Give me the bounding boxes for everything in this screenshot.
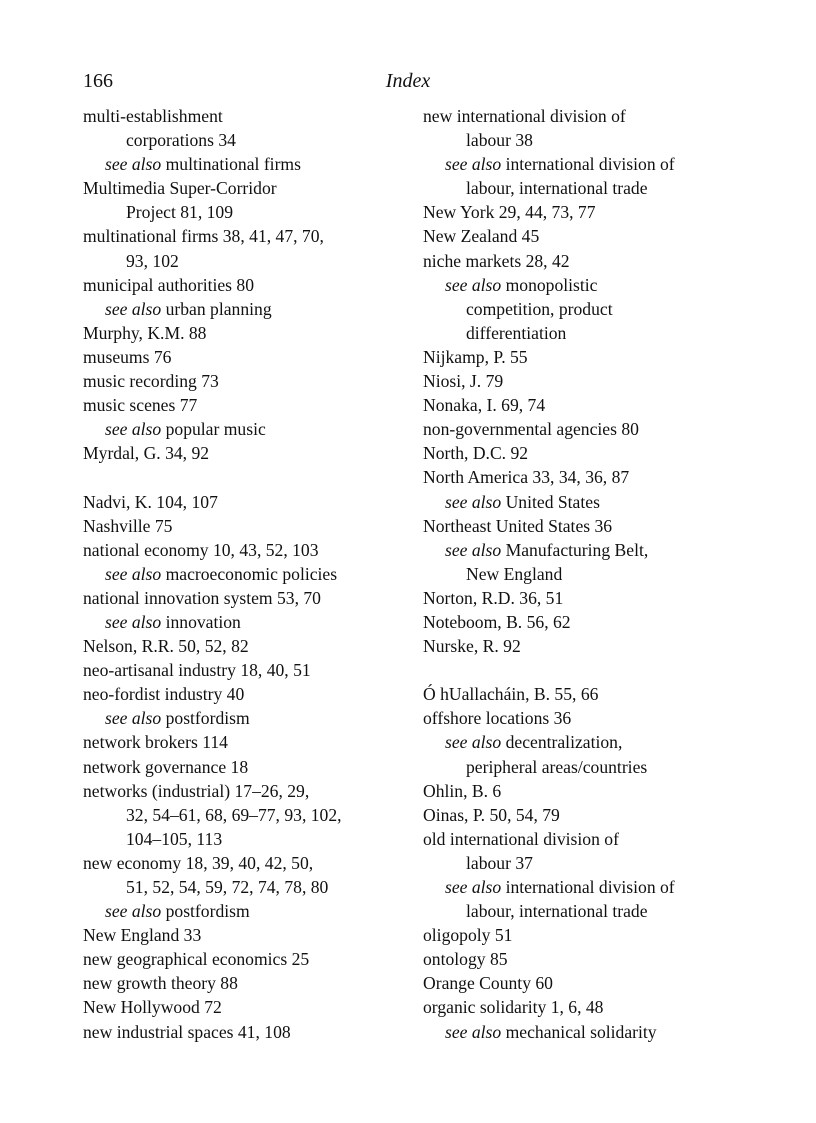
index-entry — [83, 393, 413, 417]
index-entry — [83, 851, 413, 899]
see-also-entry — [423, 730, 743, 778]
index-entry — [83, 369, 413, 393]
see-also-target: monopolistic — [501, 274, 598, 295]
index-entry — [83, 730, 413, 754]
entry-line: network brokers 114 — [83, 732, 228, 753]
index-entry — [423, 441, 743, 465]
index-entry — [83, 321, 413, 345]
entry-line: networks (industrial) 17–26, 29, — [83, 780, 310, 801]
see-also-target: international division of — [501, 154, 675, 175]
index-entry — [83, 682, 413, 706]
entry-line: Nurske, R. 92 — [423, 636, 521, 657]
see-also-label: see also — [105, 154, 162, 175]
entry-line — [105, 562, 413, 586]
entry-line: new international division of — [423, 106, 626, 126]
index-entry — [423, 465, 743, 489]
see-also-entry — [83, 899, 413, 923]
index-entry — [423, 971, 743, 995]
see-also-label: see also — [445, 154, 502, 175]
entry-line: Ohlin, B. 6 — [423, 780, 502, 801]
entry-line — [105, 152, 413, 176]
entry-line: national economy 10, 43, 52, 103 — [83, 539, 319, 560]
page-header — [83, 70, 733, 96]
see-also-label: see also — [105, 901, 162, 922]
entry-continuation-line: 51, 52, 54, 59, 72, 74, 78, 80 — [126, 877, 329, 897]
entry-line: old international division of — [423, 828, 619, 849]
index-column-left — [83, 104, 413, 1044]
index-entry — [423, 369, 743, 393]
see-also-target: innovation — [161, 611, 241, 632]
index-entry — [423, 706, 743, 730]
index-entry — [83, 345, 413, 369]
index-entry — [83, 658, 413, 682]
entry-line: Nijkamp, P. 55 — [423, 346, 528, 367]
index-entry — [83, 995, 413, 1019]
entry-line — [445, 538, 743, 562]
entry-line: Norton, R.D. 36, 51 — [423, 587, 564, 608]
entry-line: offshore locations 36 — [423, 708, 572, 729]
index-entry — [83, 779, 413, 851]
index-entry — [83, 224, 413, 272]
entry-continuation-line: labour 38 — [466, 130, 533, 151]
entry-line: music scenes 77 — [83, 395, 198, 416]
entry-line: oligopoly 51 — [423, 925, 513, 946]
see-also-label: see also — [445, 732, 502, 753]
see-also-entry — [83, 562, 413, 586]
entry-line: new growth theory 88 — [83, 973, 238, 994]
entry-continuation-line: differentiation — [466, 322, 567, 343]
see-also-entry — [83, 706, 413, 730]
entry-line: New Hollywood 72 — [83, 997, 222, 1018]
entry-line — [445, 273, 743, 297]
index-entry — [83, 273, 413, 297]
entry-line — [105, 899, 413, 923]
index-entry — [83, 441, 413, 465]
entry-line: Niosi, J. 79 — [423, 371, 504, 392]
entry-continuation-line: 32, 54–61, 68, 69–77, 93, 102, — [126, 804, 342, 825]
index-column-right — [423, 104, 743, 1044]
see-also-label: see also — [445, 539, 502, 560]
entry-line: national innovation system 53, 70 — [83, 587, 321, 608]
entry-line — [105, 610, 413, 634]
entry-line: ontology 85 — [423, 949, 508, 970]
see-also-label: see also — [105, 708, 162, 729]
see-also-label: see also — [445, 274, 502, 295]
index-entry — [83, 971, 413, 995]
entry-line: network governance 18 — [83, 756, 249, 777]
see-also-label: see also — [105, 563, 162, 584]
see-also-entry — [423, 490, 743, 514]
see-also-target: postfordism — [161, 901, 250, 922]
entry-line: Oinas, P. 50, 54, 79 — [423, 804, 560, 825]
entry-continuation-line: peripheral areas/countries — [466, 756, 648, 777]
see-also-entry — [83, 417, 413, 441]
entry-line: niche markets 28, 42 — [423, 250, 570, 271]
index-entry — [423, 586, 743, 610]
index-entry — [423, 104, 743, 152]
index-entry — [423, 345, 743, 369]
index-entry — [83, 586, 413, 610]
entry-line: New York 29, 44, 73, 77 — [423, 202, 596, 223]
entry-line: neo-artisanal industry 18, 40, 51 — [83, 660, 311, 681]
entry-continuation-line: New England — [466, 563, 563, 584]
entry-line: New Zealand 45 — [423, 226, 540, 247]
see-also-label: see also — [105, 611, 162, 632]
letter-section-gap — [423, 658, 743, 682]
index-entry — [423, 634, 743, 658]
entry-continuation-line: competition, product — [466, 298, 613, 319]
index-entry — [83, 538, 413, 562]
index-entry — [83, 490, 413, 514]
index-entry — [423, 827, 743, 875]
see-also-label: see also — [105, 419, 162, 440]
entry-line: Nashville 75 — [83, 515, 173, 536]
see-also-entry — [83, 152, 413, 176]
entry-line: multinational firms 38, 41, 47, 70, — [83, 226, 324, 247]
index-entry — [423, 393, 743, 417]
see-also-label: see also — [445, 1021, 502, 1042]
index-entry — [423, 947, 743, 971]
index-entry — [423, 923, 743, 947]
see-also-target: Manufacturing Belt, — [501, 539, 649, 560]
entry-line: music recording 73 — [83, 371, 219, 392]
entry-line — [445, 152, 743, 176]
entry-continuation-line: 93, 102 — [126, 250, 179, 271]
see-also-target: decentralization, — [501, 732, 623, 753]
entry-continuation-line: labour, international trade — [466, 901, 648, 922]
see-also-entry — [423, 1020, 743, 1044]
entry-line: North, D.C. 92 — [423, 443, 529, 464]
see-also-label: see also — [105, 298, 162, 319]
see-also-entry — [423, 273, 743, 345]
entry-continuation-line: Project 81, 109 — [126, 202, 234, 223]
entry-line: Murphy, K.M. 88 — [83, 322, 207, 343]
entry-line: multi-establishment — [83, 106, 223, 126]
entry-line: organic solidarity 1, 6, 48 — [423, 997, 604, 1018]
entry-line: new industrial spaces 41, 108 — [83, 1021, 291, 1042]
entry-continuation-line: 104–105, 113 — [126, 828, 223, 849]
index-entry — [423, 995, 743, 1019]
running-title: Index — [385, 70, 431, 92]
index-entry — [423, 224, 743, 248]
see-also-entry — [83, 610, 413, 634]
index-entry — [83, 923, 413, 947]
entry-line: Nelson, R.R. 50, 52, 82 — [83, 636, 249, 657]
see-also-target: mechanical solidarity — [501, 1021, 657, 1042]
entry-line: New England 33 — [83, 925, 202, 946]
letter-section-gap — [83, 465, 413, 489]
entry-line: Northeast United States 36 — [423, 515, 613, 536]
see-also-target: postfordism — [161, 708, 250, 729]
see-also-target: international division of — [501, 877, 675, 897]
index-entry — [83, 104, 413, 152]
index-entry — [423, 803, 743, 827]
entry-line: Ó hUallacháin, B. 55, 66 — [423, 684, 599, 705]
see-also-entry — [423, 875, 743, 923]
index-entry — [83, 634, 413, 658]
entry-continuation-line: corporations 34 — [126, 130, 236, 151]
index-entry — [423, 249, 743, 273]
see-also-entry — [423, 538, 743, 586]
entry-line — [445, 490, 743, 514]
entry-line — [445, 875, 743, 899]
entry-line: Noteboom, B. 56, 62 — [423, 611, 571, 632]
index-entry — [83, 176, 413, 224]
see-also-entry — [423, 152, 743, 200]
entry-line: Multimedia Super-Corridor — [83, 178, 277, 199]
entry-line: Orange County 60 — [423, 973, 553, 994]
see-also-target: multinational firms — [161, 154, 301, 175]
entry-line: non-governmental agencies 80 — [423, 419, 639, 440]
see-also-label: see also — [445, 491, 502, 512]
entry-line: North America 33, 34, 36, 87 — [423, 467, 630, 488]
index-entry — [423, 610, 743, 634]
entry-line: municipal authorities 80 — [83, 274, 255, 295]
index-entry — [83, 514, 413, 538]
entry-line: Myrdal, G. 34, 92 — [83, 443, 210, 464]
entry-continuation-line: labour, international trade — [466, 178, 648, 199]
entry-line — [105, 297, 413, 321]
see-also-target: urban planning — [161, 298, 272, 319]
entry-line — [445, 730, 743, 754]
entry-line: museums 76 — [83, 346, 172, 367]
index-entry — [423, 200, 743, 224]
entry-line: Nonaka, I. 69, 74 — [423, 395, 546, 416]
see-also-target: United States — [501, 491, 600, 512]
index-entry — [83, 1020, 413, 1044]
index-entry — [423, 779, 743, 803]
entry-line — [105, 706, 413, 730]
entry-line — [445, 1020, 743, 1044]
see-also-entry — [83, 297, 413, 321]
index-entry — [423, 514, 743, 538]
entry-continuation-line: labour 37 — [466, 852, 533, 873]
entry-line: Nadvi, K. 104, 107 — [83, 491, 218, 512]
index-entry — [423, 417, 743, 441]
index-entry — [83, 755, 413, 779]
entry-line: new geographical economics 25 — [83, 949, 310, 970]
entry-line: neo-fordist industry 40 — [83, 684, 245, 705]
see-also-label: see also — [445, 877, 502, 897]
see-also-target: popular music — [161, 419, 266, 440]
entry-line — [105, 417, 413, 441]
entry-line: new economy 18, 39, 40, 42, 50, — [83, 852, 314, 873]
see-also-target: macroeconomic policies — [161, 563, 338, 584]
page-number: 166 — [83, 70, 113, 92]
index-entry — [83, 947, 413, 971]
index-entry — [423, 682, 743, 706]
